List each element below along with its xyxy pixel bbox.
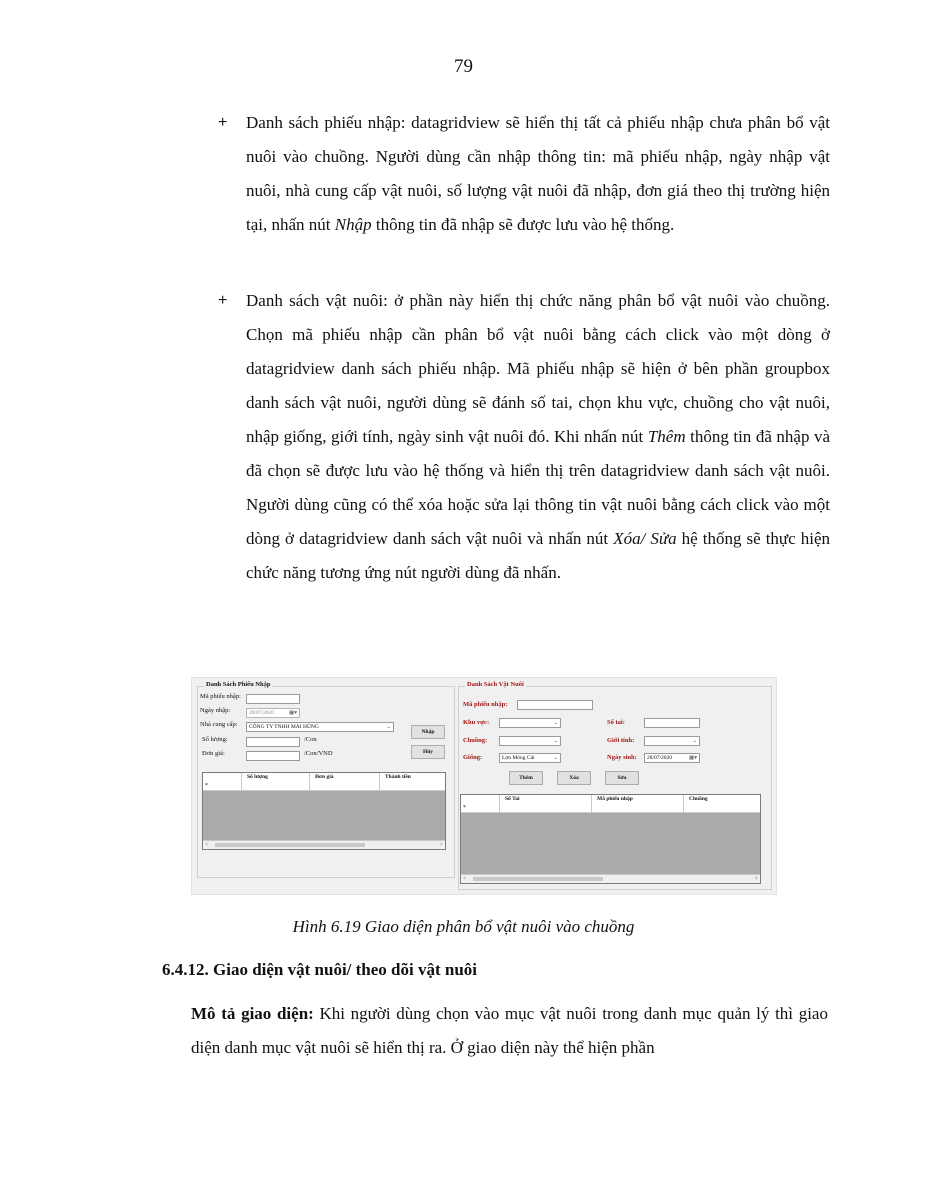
giong-select[interactable] [499,753,561,763]
text-run: hệ thống sẽ thực hiện chức năng tương ứng nút người dùng đã nhấn. [246,529,830,582]
ngay-sinh-value: 28/07/2020 [647,755,673,761]
so-luong-unit: /Con [304,736,317,743]
nha-cung-cap-select[interactable] [246,722,394,732]
paragraph-lead: Mô tả giao diện: [191,1004,314,1023]
ma-phieu-nhap-input[interactable] [246,694,300,704]
phieu-nhap-datagrid[interactable] [202,772,446,850]
new-row-marker: * [463,805,466,811]
don-gia-input[interactable] [246,751,300,761]
label-khu-vuc: Khu vực: [463,719,490,726]
bullet-item-danh-sach-phieu-nhap [218,106,830,242]
ngay-nhap-value: 28/07/2020 [249,710,275,716]
label-nha-cung-cap: Nhà cung cấp: [200,721,238,728]
sua-button[interactable]: Sửa [605,771,639,785]
bullet-text [246,284,830,590]
italic-term-xoa-sua: Xóa/ Sửa [613,529,677,548]
groupbox-danh-sach-vat-nuoi [458,681,772,890]
chevron-down-icon[interactable]: ⌄ [553,755,558,761]
them-button[interactable]: Thêm [509,771,543,785]
label-giong: Giống: [463,754,483,761]
bullet-text [246,106,830,242]
column-header: Mã phiếu nhập [597,796,633,802]
groupbox-title: Danh Sách Vật Nuôi [467,681,524,688]
grid-new-row[interactable] [461,804,760,813]
bullet-item-danh-sach-vat-nuoi [218,284,830,590]
so-luong-input[interactable] [246,737,300,747]
scroll-thumb[interactable] [215,843,365,847]
page-number: 79 [454,56,473,77]
scroll-left-icon[interactable]: < [205,842,209,848]
so-tai-input[interactable] [644,718,700,728]
label-ma-phieu-nhap: Mã phiếu nhập: [200,693,241,700]
text-run: thông tin đã nhập sẽ được lưu vào hệ thống. [371,215,675,234]
italic-term-nhap: Nhập [334,215,372,234]
chevron-down-icon[interactable]: ⌄ [553,720,558,726]
bullet-marker: + [218,114,228,131]
italic-term-them: Thêm [647,427,686,446]
text-run: Danh sách phiếu nhập: datagridview sẽ hiển thị tất cả phiếu nhập chưa phân bổ vật nuôi vào chuồng. Người dùng cần nhập thông tin: mã phiếu nhập, ngày nhập vật nuôi, nhà cung cấp vật nuôi, số lượng vật nuôi đã nhập, đơn giá theo thị trường hiện tại, nhấn nút [246,113,830,234]
figure-caption: Hình 6.19 Giao diện phân bổ vật nuôi vào chuồng [292,917,635,936]
scroll-left-icon[interactable]: < [463,876,467,882]
text-run: Danh sách vật nuôi: ở phần này hiển thị chức năng phân bổ vật nuôi vào chuồng. Chọn mã phiếu nhập cần phân bổ vật nuôi bằng cách click vào một dòng ở datagridview danh sách phiếu nhập. Mã phiếu nhập sẽ hiện ở bên phần groupbox danh sách vật nuôi, người dùng sẽ đánh số tai, chọn khu vực, chuồng cho vật nuôi, nhập giống, giới tính, ngày sinh vật nuôi đó. Khi nhấn nút [246,291,830,446]
paragraph-text: Khi người dùng chọn vào mục vật nuôi trong danh mục quản lý thì giao diện danh mục vật nuôi sẽ hiển thị ra. Ở giao diện này thể hiện phần [191,1004,828,1057]
label-gioi-tinh: Giới tính: [607,737,635,744]
description-paragraph [191,997,828,1065]
text-run: thông tin đã nhập và đã chọn sẽ được lưu vào hệ thống và hiển thị trên datagridview danh sách vật nuôi. Người dùng cũng có thể xóa hoặc sửa lại thông tin vật nuôi bằng cách click vào một dòng ở datagridview danh sách vật nuôi và nhấn nút [246,427,831,548]
label-so-tai: Số tai: [607,719,625,726]
column-header: Chuồng [689,796,708,802]
gioi-tinh-select[interactable] [644,736,700,746]
scroll-thumb[interactable] [473,877,603,881]
column-header: Đơn giá [315,774,334,780]
chevron-down-icon[interactable]: ⌄ [692,738,697,744]
horizontal-scrollbar[interactable] [203,840,445,849]
label-chuong: Chuồng: [463,737,488,744]
xoa-button[interactable]: Xóa [557,771,591,785]
giong-value: Lợn Móng Cái [502,755,535,761]
nhap-button[interactable]: Nhập [411,725,445,739]
column-header: Thành tiền [385,774,411,780]
label-so-luong: Số lượng: [202,736,228,743]
chevron-down-icon[interactable]: ⌄ [386,724,391,730]
label-ngay-nhap: Ngày nhập: [200,707,231,714]
don-gia-unit: /Con/VND [304,750,333,757]
label-don-gia: Đơn giá: [202,750,225,757]
scroll-right-icon[interactable]: > [439,842,443,848]
bullet-marker: + [218,292,228,309]
label-ngay-sinh: Ngày sinh: [607,754,637,761]
nha-cung-cap-value: CÔNG TY TNHH MAI HÙNG [249,724,319,730]
calendar-icon[interactable]: ▦▾ [689,755,697,761]
ngay-nhap-datepicker[interactable] [246,708,300,718]
app-screenshot-figure [191,677,777,895]
vat-nuoi-ma-phieu-input[interactable] [517,700,593,710]
new-row-marker: * [205,783,208,789]
column-header: Số Tai [505,796,520,802]
khu-vuc-select[interactable] [499,718,561,728]
chevron-down-icon[interactable]: ⌄ [553,738,558,744]
label-ma-phieu-nhap: Mã phiếu nhập: [463,701,508,708]
section-heading: 6.4.12. Giao diện vật nuôi/ theo dõi vật nuôi [162,960,478,979]
grid-new-row[interactable] [203,782,445,791]
horizontal-scrollbar[interactable] [461,874,760,883]
scroll-right-icon[interactable]: > [754,876,758,882]
groupbox-title: Danh Sách Phiếu Nhập [206,681,271,688]
vat-nuoi-datagrid[interactable] [460,794,761,884]
chuong-select[interactable] [499,736,561,746]
calendar-icon[interactable]: ▦▾ [289,710,297,716]
column-header: Số lượng [247,774,268,780]
ngay-sinh-datepicker[interactable] [644,753,700,763]
huy-button[interactable]: Hủy [411,745,445,759]
groupbox-danh-sach-phieu-nhap [197,681,455,878]
